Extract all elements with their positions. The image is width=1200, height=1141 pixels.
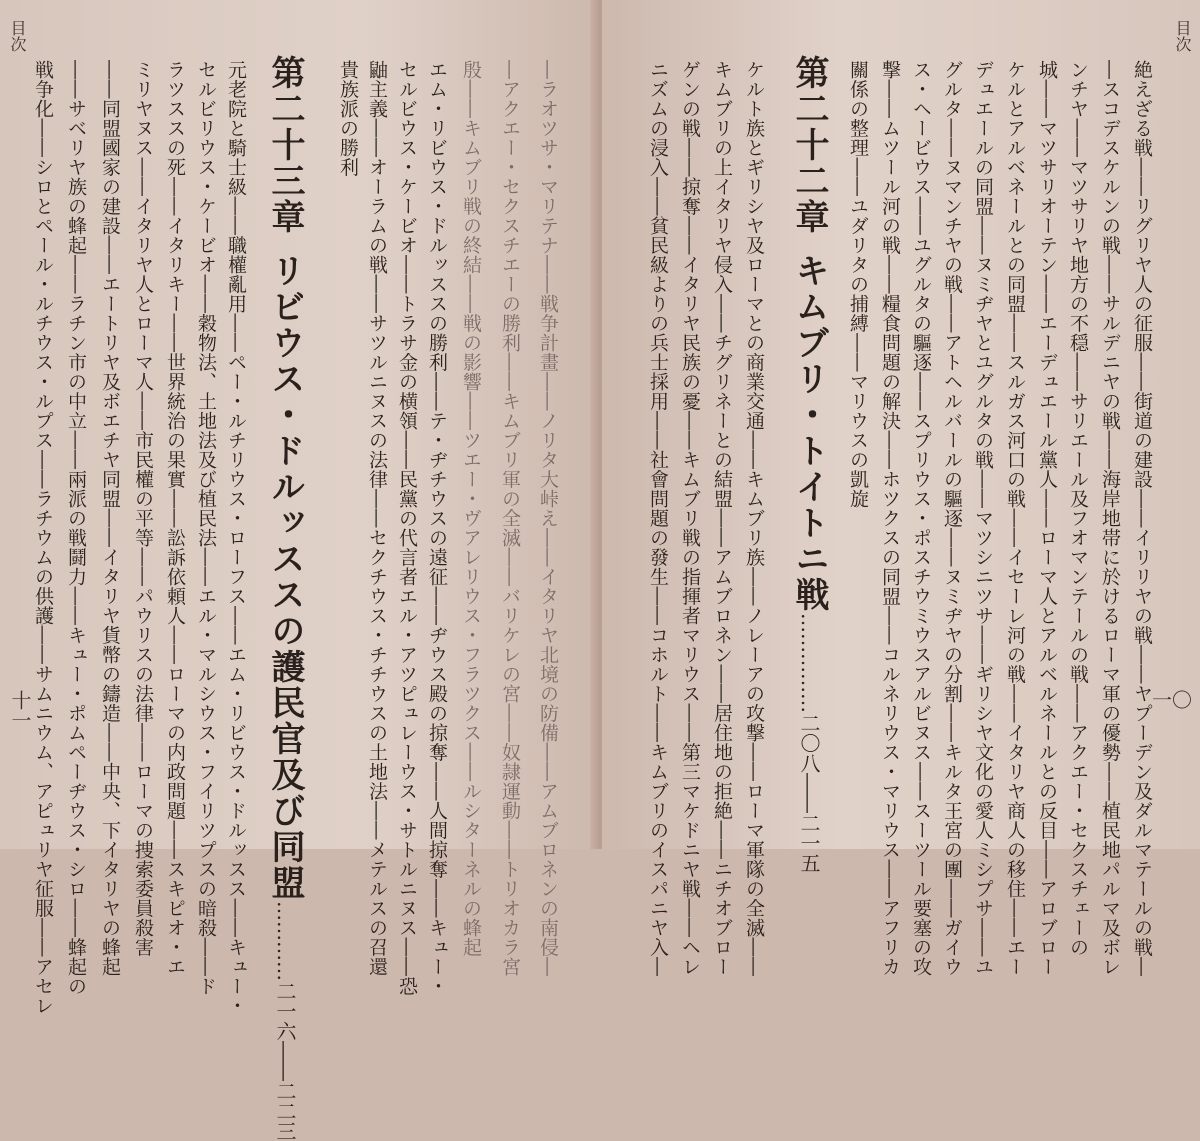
toc-entry: ニズムの浸入――貧民級よりの兵士採用――社會問題の發生――コホルト――キムブリのイスパニヤ入― xyxy=(647,60,669,977)
toc-entry: ――同盟國家の建設――エートリヤ及ボエチヤ同盟――イタリヤ貨幣の鑄造――中央、下イタリヤの蜂起 xyxy=(99,60,121,977)
toc-entry: 絶えざる戦――リグリヤ人の征服――街道の建設――イリリヤの戦――ヤプーデン及ダルマテールの戦― xyxy=(1131,60,1153,977)
chapter-heading: 第二十二章キムブリ・トイトニ戦……………二〇八――二一五 xyxy=(789,55,829,873)
toc-entry: 鼬主義――オーラムの戦――サツルニヌスの法律――セクチウス・チチウスの土地法――メテルスの召還 xyxy=(366,60,388,977)
toc-entry: 戦争化――シロとペール・ルチウス・ルプス――ラチウムの供護――サムニウム、アピュリヤ征服――アセレ xyxy=(32,60,54,1016)
toc-entry: ―ラオツサ・マリテナ――戦争計畫――ノリタ大峠え――イタリヤ北境の防備――アムブロネンの南侵― xyxy=(537,60,559,977)
left-page-number: 十一 xyxy=(8,690,32,730)
chapter-title: キムブリ・トイトニ戦 xyxy=(789,253,829,613)
toc-entry: 殷――キムブリ戦の終結――戦の影響――ツエー・ヴアレリウス・フラツクス――ルシターネルの蜂起 xyxy=(460,60,482,957)
toc-entry: エム・リビウス・ドルッススの勝利――テ・ヂチウスの遠征――ヂウス殿の掠奪――人間掠奪――キュー・ xyxy=(426,60,448,996)
toc-entry: 關係の整理――ユダリタの捕縛――マリウスの凱旋 xyxy=(847,60,869,509)
toc-entry: セルビリウス・ケービオ――穀物法、土地法及び植民法――エル・マルシウス・フイリツプスの暗殺――ド xyxy=(195,60,217,996)
toc-entry: ケルとアルベネールとの同盟――スルガス河口の戦――イセーレ河の戦――イタリヤ商人の移住――エー xyxy=(1004,60,1026,977)
toc-entry: ンチヤ――マツサリヤ地方の不穏――サリエール及フオマンテールの戦――アクエー・セクスチェーの xyxy=(1067,60,1089,957)
toc-entry: ゲンの戦――掠奪――イタリヤ民族の憂――キムブリ戦の指揮者マリウス――第三マケドニヤ戦――ヘレ xyxy=(679,60,701,977)
toc-entry: セルビウス・ケービオ――トラサ金の横領――民黨の代言者エル・アツピュレーウス・サトルニヌス――恐 xyxy=(396,60,418,996)
toc-entry: ―スコデスケルンの戦――サルデニヤの戦――海岸地帯に於けるローマ軍の優勢――植民地パルマ及ボレ xyxy=(1099,60,1121,977)
left-running-head: 目次 xyxy=(8,20,27,52)
toc-entry: 城――マツサリオーテン――エーデュエール黨人――ローマ人とアルベルネールとの反目――アロブロー xyxy=(1036,60,1058,977)
toc-entry: 元老院と騎士級――職權亂用――ペー・ルチリウス・ローフス――エム・リビウス・ドルッスス――キュー・ xyxy=(225,60,247,1016)
toc-entry: ラツススの死――イタリキー――世界統治の果實――訟訴依頼人――ローマの内政問題――スキピオ・エ xyxy=(164,60,186,977)
toc-entry: デュエールの同盟――ヌミヂヤとユグルタの戦――マツシニツサ――ギリシヤ文化の愛人ミシプサ――ユ xyxy=(972,60,994,977)
chapter-number: 第二十二章 xyxy=(789,55,829,235)
toc-entry: ―アクエー・セクスチエーの勝利――キムブリ軍の全滅――バリケレの宮――奴隷運動――トリオカラ宮 xyxy=(499,60,521,977)
toc-entry: ミリヤヌス――イタリヤ人とローマ人――市民權の平等――パウリスの法律――ローマの捜索委員殺害 xyxy=(132,60,154,957)
right-running-head: 目次 xyxy=(1173,20,1192,52)
right-page xyxy=(602,0,1200,977)
toc-entry: ケルト族とギリシヤ及ローマとの商業交通――キムブリ族――ノレーアの攻撃――ローマ軍隊の全滅―― xyxy=(743,60,765,977)
chapter-pages: 二〇八――二一五 xyxy=(797,713,821,873)
toc-entry: ス・ヘービウス――ユグルタの驅逐――スプリウス・ポスチウミウスアルビヌス――スーツール要塞の攻 xyxy=(910,60,932,977)
chapter-pages: 二一六――二二三 xyxy=(273,981,297,1141)
toc-entry: 貴族派の勝利 xyxy=(337,60,359,177)
left-page xyxy=(0,0,598,1141)
chapter-number: 第二十三章 xyxy=(265,55,305,235)
toc-entry: キムブリの上イタリヤ侵入――チグリネーとの結盟――アムブロネン――居住地の拒絶――ニチオブロー xyxy=(711,60,733,977)
chapter-heading: 第二十三章リビウス・ドルッススの護民官及び同盟…………二一六――二二三 xyxy=(265,55,305,1141)
toc-entry: グルタ――ヌマンチヤの戦――アトヘルバールの驅逐――ヌミヂヤの分割――キルタ王宮の團――ガイウ xyxy=(941,60,963,977)
toc-entry: 撃――ムツール河の戦――糧食問題の解決――ホツクスの同盟――コルネリウス・マリウス――アフリカ xyxy=(879,60,901,977)
right-page-number: 一〇 xyxy=(1152,688,1192,712)
toc-entry: ――サベリヤ族の蜂起――ラチン市の中立――兩派の戦鬪力――キュー・ポムペーヂウス・シロ――蜂起の xyxy=(65,60,87,996)
chapter-title: リビウス・ドルッススの護民官及び同盟 xyxy=(265,253,305,901)
